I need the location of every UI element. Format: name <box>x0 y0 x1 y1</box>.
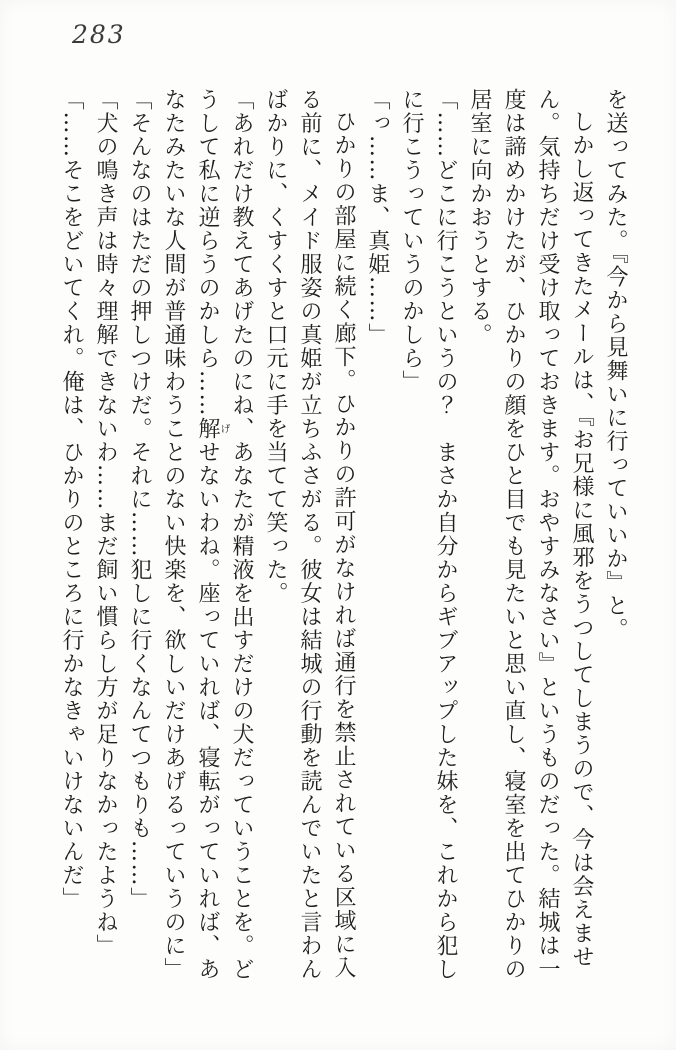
paragraph: 「……どこに行こうというの？ まさか自分からギブアップした妹を、これから犯しに行こうっていうのかしら」 <box>399 88 458 981</box>
paragraph: しかし返ってきたメールは、『お兄様に風邪をうつしてしまうので、今は会えません。気持ちだけ受け取っておきます。おやすみなさい』というものだった。結城は一度は諦めかけたが、ひかりの顔をひと目でも見たいと思い直し、寝室を出てひかりの居室に向かおうとする。 <box>467 88 594 981</box>
ruby-annotated-char: 解げ <box>195 417 229 441</box>
paragraph: ひかりの部屋に続く廊下。ひかりの許可がなければ通行を禁止されている区域に入る前に、メイド服姿の真姫が立ちふさがる。彼女は結城の行動を読んでいたと言わんばかりに、くすくすと口元に手を当てて笑った。 <box>263 88 356 981</box>
paragraph: 「……そこをどいてくれ。俺は、ひかりのところに行かなきゃいけないんだ」 <box>59 88 84 911</box>
paragraph: 「あれだけ教えてあげたのにね、あなたが精液を出すだけの犬だっていうことを。どうして私に逆らうのかしら……解げせないわね。座っていれば、寝転がっていれば、あなたみたいな人間が普通味わうことのない快楽を、欲しいだけあげるっていうのに」 <box>161 88 254 981</box>
text-block <box>54 88 632 986</box>
paragraph: を送ってみた。『今から見舞いに行っていいか』と。 <box>603 88 628 641</box>
page-number: 283 <box>72 20 126 49</box>
paragraph: 「っ……ま、真姫……」 <box>365 88 390 347</box>
paragraph: 「犬の鳴き声は時々理解できないわ……まだ飼い慣らし方が足りなかったようね」 <box>93 88 118 958</box>
paragraph: 「そんなのはただの押しつけだ。それに……犯しに行くなんてつもりも……」 <box>127 88 152 911</box>
